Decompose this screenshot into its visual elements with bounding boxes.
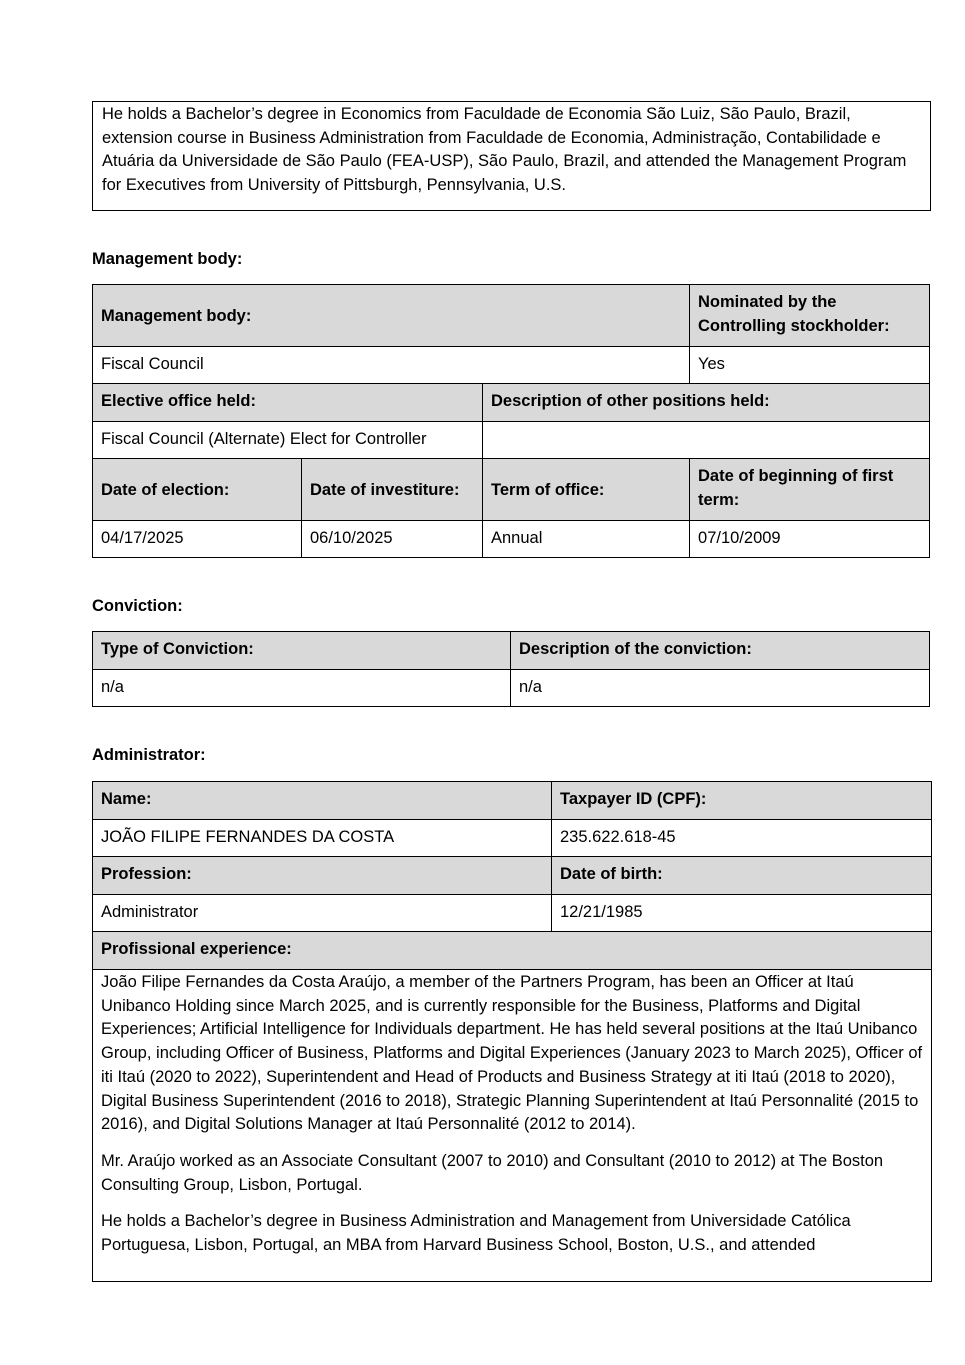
name-value: JOÃO FILIPE FERNANDES DA COSTA [93,820,552,857]
elective-office-value: Fiscal Council (Alternate) Elect for Controller [93,422,483,459]
conviction-type-label: Type of Conviction: [93,632,511,670]
profession-label: Profession: [93,857,552,895]
nominated-value: Yes [690,347,930,384]
conviction-table [92,631,930,707]
management-body-label: Management body: [93,285,690,347]
nominated-label: Nominated by the Controlling stockholder: [690,285,930,347]
taxpayer-value: 235.622.618-45 [552,820,932,857]
management-body-value: Fiscal Council [93,347,690,384]
other-positions-label: Description of other positions held: [483,384,930,422]
conviction-type-value: n/a [93,670,511,707]
experience-paragraph-1: João Filipe Fernandes da Costa Araújo, a member of the Partners Program, has been an Officer at Itaú Unibanco Holding since March 2025, and is currently responsible for the Business, Platforms and Digital Experiences; Artificial Intelligence for Individuals department. He has held several positions at the Itaú Unibanco Group, including Officer of Business, Platforms and Digital Experiences (January 2023 to March 2025), Officer of iti Itaú (2020 to 2022), Superintendent and Head of Products and Business Strategy at iti Itaú (2018 to 2020), Digital Business Superintendent (2016 to 2018), Strategic Planning Superintendent at Itaú Personnalité (2015 to 2016), and Digital Solutions Manager at Itaú Personnalité (2012 to 2014). [101,973,923,1134]
other-positions-value [483,422,930,459]
education-box [92,101,931,211]
first-term-label: Date of beginning of first term: [690,459,930,521]
conviction-description-label: Description of the conviction: [511,632,930,670]
management-section-title: Management body: [92,250,243,268]
conviction-description-value: n/a [511,670,930,707]
birth-value: 12/21/1985 [552,895,932,932]
experience-label: Profissional experience: [93,932,932,970]
experience-paragraph-2: Mr. Araújo worked as an Associate Consultant (2007 to 2010) and Consultant (2010 to 2012) at The Boston Consulting Group, Lisbon, Portugal. [101,1151,884,1194]
date-investiture-label: Date of investiture: [302,459,483,521]
administrator-section-title: Administrator: [92,746,206,764]
education-paragraph: He holds a Bachelor’s degree in Economics from Faculdade de Economia São Luiz, São Paulo, Brazil, extension course in Business Administration from Faculdade de Economia, Administração, Contabilidade e Atuária da Universidade de São Paulo (FEA-USP), São Paulo, Brazil, and attended the Management Program for Executives from University of Pittsburgh, Pennsylvania, U.S. [102,105,907,195]
term-value: Annual [483,521,690,558]
date-investiture-value: 06/10/2025 [302,521,483,558]
experience-paragraph-3: He holds a Bachelor’s degree in Business Administration and Management from Universidade Católica Portuguesa, Lisbon, Portugal, an MBA from Harvard Business School, Boston, U.S., and attended [101,1212,851,1255]
date-election-value: 04/17/2025 [93,521,302,558]
experience-cell [93,970,932,1282]
elective-office-label: Elective office held: [93,384,483,422]
administrator-table [92,781,932,1282]
term-label: Term of office: [483,459,690,521]
management-table [92,284,930,558]
name-label: Name: [93,782,552,820]
conviction-section-title: Conviction: [92,597,183,615]
birth-label: Date of birth: [552,857,932,895]
taxpayer-label: Taxpayer ID (CPF): [552,782,932,820]
profession-value: Administrator [93,895,552,932]
first-term-value: 07/10/2009 [690,521,930,558]
date-election-label: Date of election: [93,459,302,521]
